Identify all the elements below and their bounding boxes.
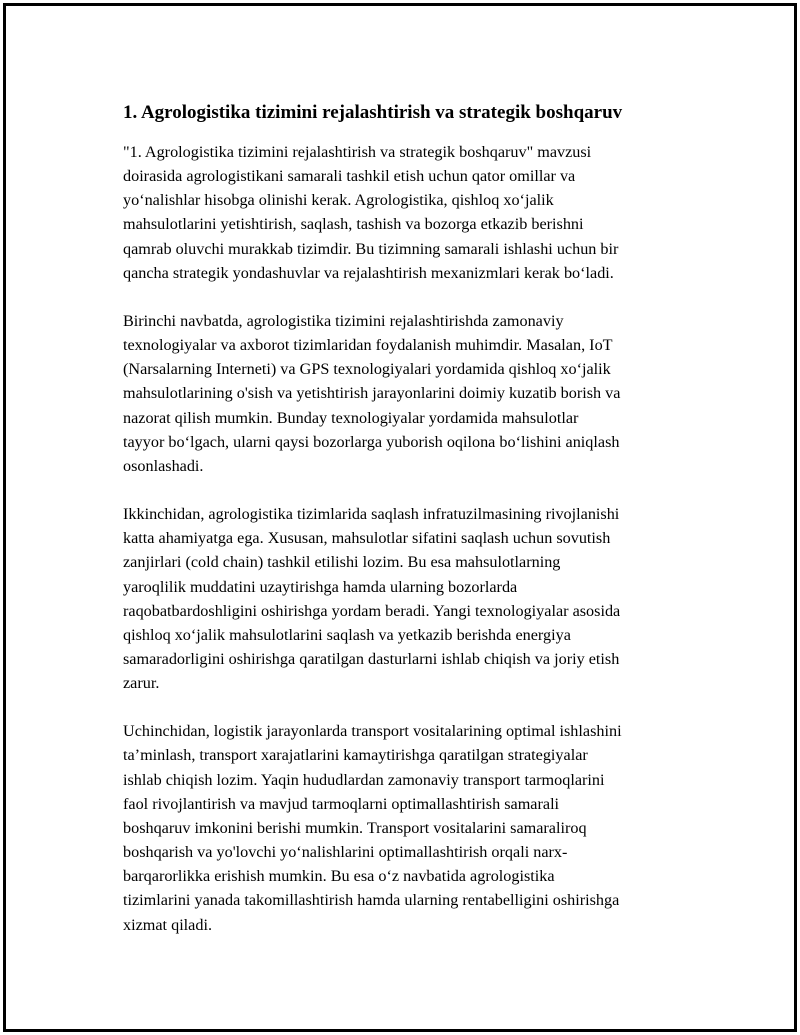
document-body [123, 100, 693, 961]
paragraph-first-point: Birinchi navbatda, agrologistika tizimini rejalashtirishda zamonaviy texnologiyalar va axborot tizimlaridan foydalanish muhimdir. Masalan, IoT (Narsalarning Interneti) va GPS texnologiyalari yordamida qishloq xo‘jalik mahsulotlarining o'sish va yetishtirish jarayonlarini doimiy kuzatib borish va nazorat qilish mumkin. Bunday texnologiyalar yordamida mahsulotlar tayyor bo‘lgach, ularni qaysi bozorlarga yuborish oqilona bo‘lishini aniqlash osonlashadi. [123, 311, 621, 475]
section-heading: 1. Agrologistika tizimini rejalashtirish va strategik boshqaruv [123, 102, 623, 123]
page-frame [3, 3, 797, 1032]
paragraph-intro: "1. Agrologistika tizimini rejalashtirish va strategik boshqaruv" mavzusi doirasida agrologistikani samarali tashkil etish uchun qator omillar va yo‘nalishlar hisobga olinishi kerak. Agrologistika, qishloq xo‘jalik mahsulotlarini yetishtirish, saqlash, tashish va bozorga etkazib berishni qamrab oluvchi murakkab tizimdir. Bu tizimning samarali ishlashi uchun bir qancha strategik yondashuvlar va rejalashtirish mexanizmlari kerak bo‘ladi. [123, 143, 619, 282]
paragraph-second-point: Ikkinchidan, agrologistika tizimlarida saqlash infratuzilmasining rivojlanishi katta ahamiyatga ega. Xususan, mahsulotlar sifatini saqlash uchun sovutish zanjirlari (cold chain) tashkil etilishi lozim. Bu esa mahsulotlarning yaroqlilik muddatini uzaytirishga hamda ularning bozorlarda raqobatbardoshligini oshirishga yordam beradi. Yangi texnologiyalar asosida qishloq xo‘jalik mahsulotlarini saqlash va yetkazib berishda energiya samaradorligini oshirishga qaratilgan dasturlarni ishlab chiqish va joriy etish zarur. [123, 505, 621, 693]
paragraph-third-point: Uchinchidan, logistik jarayonlarda transport vositalarining optimal ishlashini ta’minlash, transport xarajatlarini kamaytirishga qaratilgan strategiyalar ishlab chiqish lozim. Yaqin hududlardan zamonaviy transport tarmoqlarini faol rivojlantirish va mavjud tarmoqlarni optimallashtirish samarali boshqaruv imkonini berishi mumkin. Transport vositalarini samaraliroq boshqarish va yo'lovchi yo‘nalishlarini optimallashtirish orqali narx- barqarorlikka erishish mumkin. Bu esa o‘z navbatida agrologistika tizimlarini yanada takomillashtirish hamda ularning rentabelligini oshirishga xizmat qiladi. [123, 722, 622, 934]
